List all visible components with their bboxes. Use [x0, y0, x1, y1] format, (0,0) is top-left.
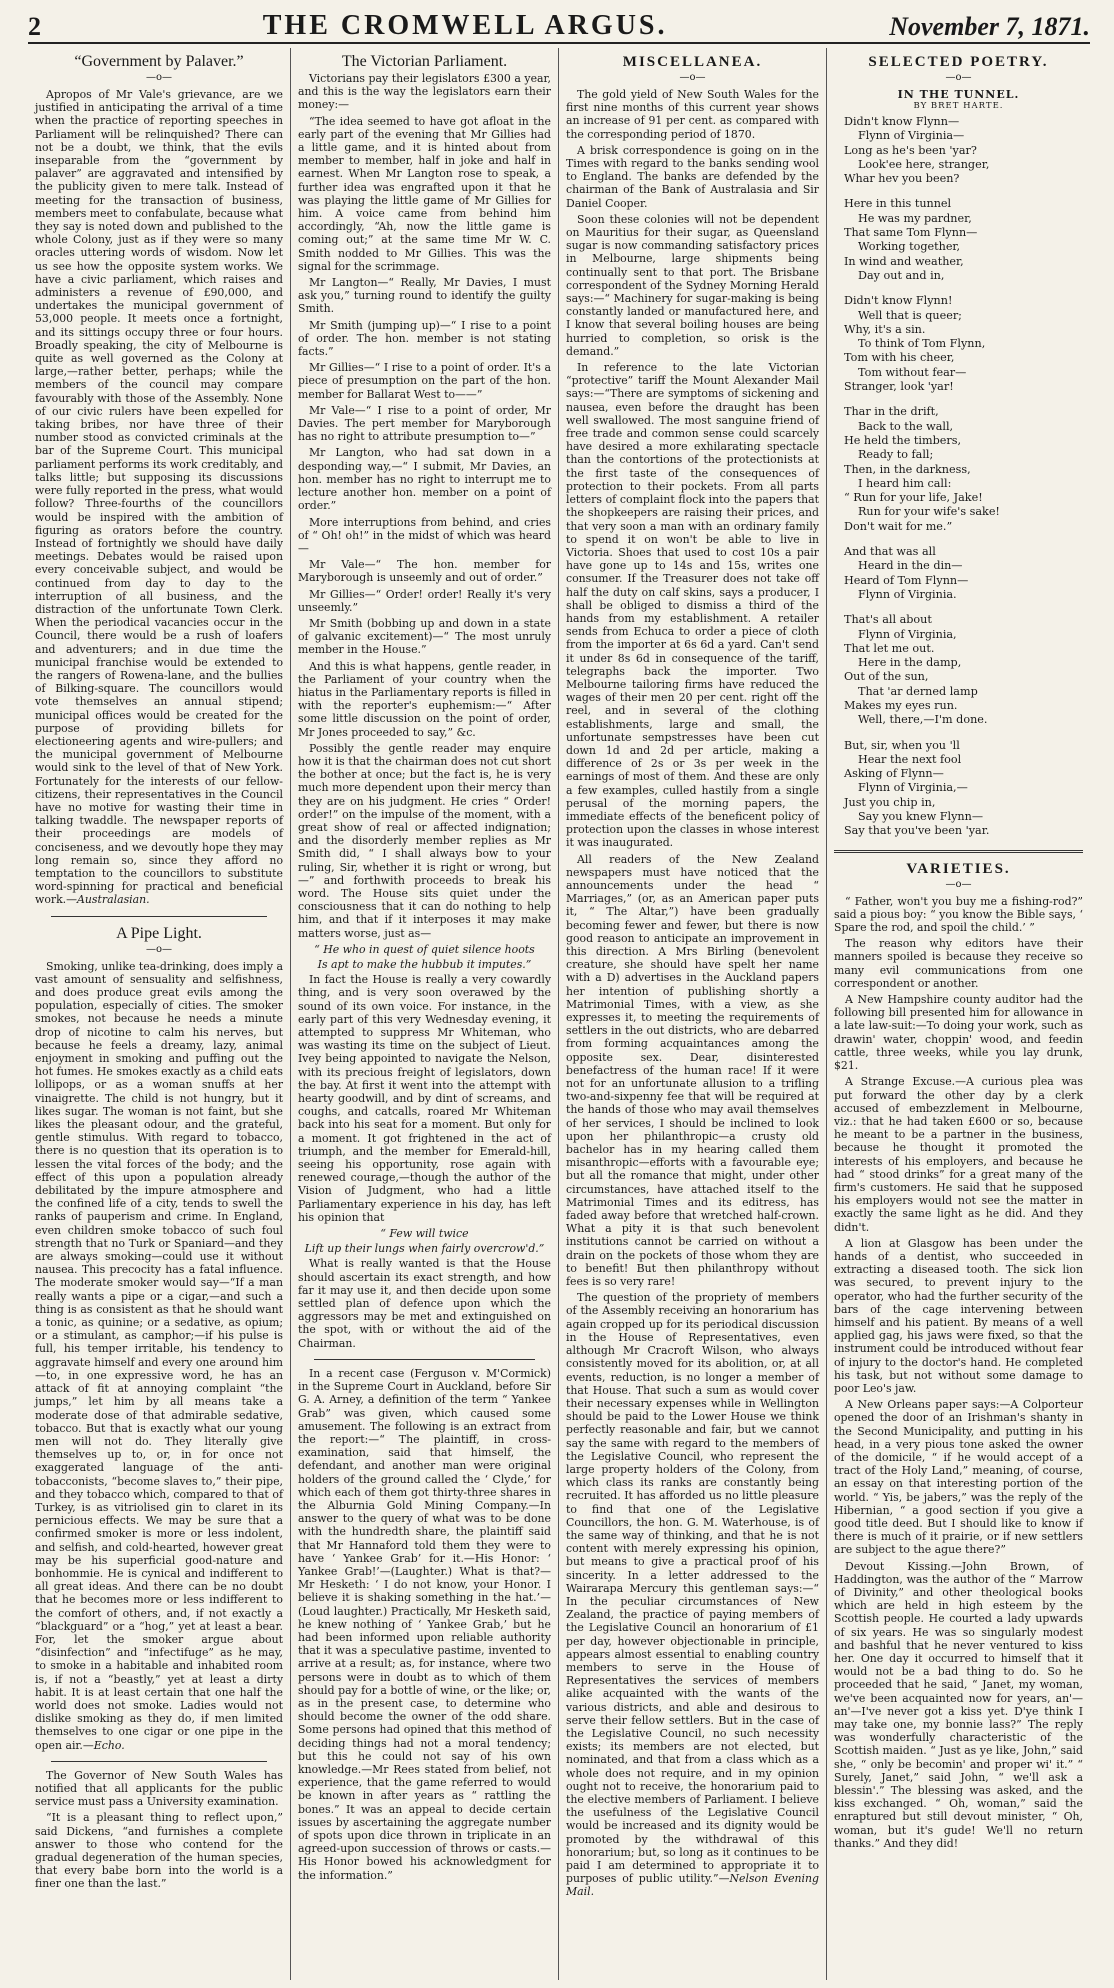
poem-line: Stranger, look 'yar!	[844, 380, 954, 394]
article-paragraph: Mr Gillies—“ I rise to a point of order. It's a piece of presumption on the part of the hon. member for Ballarat West to——”	[298, 361, 551, 401]
poem-line: Look'ee here, stranger,	[858, 157, 990, 171]
divider	[314, 1359, 535, 1360]
poem-line: Makes my eyes run.	[844, 698, 958, 712]
poem-stanza	[844, 405, 1083, 534]
poem-line: Why, it's a sin.	[844, 322, 926, 336]
poem-line: Long as he's been 'yar?	[844, 143, 977, 157]
article-paragraph: And this is what happens, gentle reader, in the Parliament of your country when the hiatus in the Parliamentary reports is filled in with the reporter's euphemism:—“ After some little discussion on the point of order, Mr Jones proceeded to say,” &c.	[298, 659, 551, 739]
poem-line: Thar in the drift,	[844, 405, 939, 419]
poem-line: Here in the damp,	[858, 656, 962, 670]
poem-line: That's all about	[844, 613, 932, 627]
poem-line: I heard him call:	[858, 476, 952, 490]
poem-line: To think of Tom Flynn,	[858, 337, 986, 351]
poem-line: Back to the wall,	[858, 419, 954, 433]
poem-line: Didn't know Flynn—	[844, 115, 960, 128]
article-title-government-by-palaver: “Government by Palaver.”	[74, 53, 244, 70]
poem-line: In wind and weather,	[844, 254, 964, 268]
poem-stanza	[844, 545, 1083, 602]
variety-item: A New Orleans paper says:—A Colporteur opened the door of an Irishman's shanty in the Second Municipality, and putting in his head, in a very pious tone asked the owner of the domicile, “ if he would accept of a tract of the Holy Land,” meaning, of course, an essay on that interesting portion of the world. “ Yis, be jabers,” was the reply of the Hibernian, “ a good section if you give a good title deed. But I should like to know if there is much of it prairie, or if new settlers are subject to the ague there?”	[834, 1398, 1083, 1557]
poem-line: Tom without fear—	[858, 365, 967, 379]
variety-item: A Strange Excuse.—A curious plea was put forward the other day by a clerk accused of embezzlement in Melbourne, viz.: that he had taken £600 or so, because he meant to be a partner in the business, because he thought it promoted the interests of his employers, and because he had “ stood drinks” for a great many of the firm's customers. He said that he supposed his employers would not see the matter in exactly the same light as he did. And they didn't.	[834, 1075, 1083, 1234]
poem-line: Say you knew Flynn—	[858, 810, 984, 824]
poem-line: He held the timbers,	[844, 433, 962, 447]
section-title-miscellanea: MISCELLANEA.	[622, 54, 763, 70]
variety-item: A New Hampshire county auditor had the following bill presented him for allowance in a late law-suit:—To doing your work, such as drawin' water, choppin' wood, and feedin cattle, three weeks, while you lay drunk, $21.	[834, 993, 1083, 1073]
article-paragraph: The Governor of New South Wales has notified that all applicants for the public service must pass a University examination.	[35, 1768, 283, 1809]
article-paragraph: Apropos of Mr Vale's grievance, are we justified in anticipating the arrival of a time when the practice of reporting speeches in Parliament will be relinquished? There can not be a doubt, we think, that the evils inseparable from the “government by palaver” are aggravated and intensified by the publicity given to mere talk. Instead of meeting for the transaction of business, members meet to confabulate, because what they say is noted down and published to the whole Colony, just as if they were so many oracles uttering words of wisdom. Now let us see how the opposite system works. We have a civic parliament, which raises and administers a revenue of £90,000, and undertakes the municipal government of 53,000 people. It meets once a fortnight, and its sittings occupy three or four hours. Broadly speaking, the city of Melbourne is quite as well governed as the Colony at large,—rather better, perhaps; while the members of the council may compare favourably with those of the Assembly. None of our civic rulers have been expelled for taking bribes, nor have three of their number stood as convicted criminals at the bar of the Supreme Court. This municipal parliament performs its work creditably, and talks little; but supposing its discussions were fully reported in the press, what would follow? Three-fourths of the councillors would be inspired with the ambition of figuring as orators before the country. Instead of fortnightly we should have daily meetings. Debates would be raised upon every conceivable subject, and would be continued from day to day to the interruption of all business, and the distraction of the unfortunate Town Clerk. When the periodical vacancies occur in the Council, there would be a rush of loafers and adventurers; and in due time the municipal franchise would be extended to the rangers of Rowena-lane, and the bullies of Bilking-square. The councillors would vote themselves an annual stipend; municipal offices would be created for the purpose of providing billets for electioneering agents and wire-pullers; and the municipal government of Melbourne would sink to the level of that of New York. Fortunately for the interests of our fellow-citizens, their representatives in the Council have no motive for wasting their time in talking twaddle. The newspaper reports of their proceedings are models of conciseness, and we devoutly hope they may long remain so, since they afford no temptation to the councillors to substitute word-spinning for practical and beneficial work.—Australasian.	[35, 88, 283, 907]
verse-quote: Is apt to make the hubbub it imputes.”	[317, 958, 532, 971]
poem-line: Day out and in,	[858, 268, 945, 282]
columns	[28, 48, 1090, 1980]
poem-line: That let me out.	[844, 641, 935, 655]
poem-line: Didn't know Flynn!	[844, 294, 953, 308]
poem-line: Asking of Flynn—	[844, 767, 944, 781]
poem-line: Out of the sun,	[844, 670, 929, 684]
divider	[51, 916, 267, 917]
article-paragraph: What is really wanted is that the House should ascertain its exact strength, and how far it may use it, and then decide upon some settled plan of defence upon which the aggressors may be met and extinguished on the spot, with or without the aid of the Chairman.	[298, 1257, 551, 1350]
article-paragraph: “The idea seemed to have got afloat in the early part of the evening that Mr Gillies had a little game, and it is hinted about from member to member, half in joke and half in earnest. When Mr Langton rose to speak, a further idea was engrafted upon it that he was playing the little game of Mr Gillies for him. A voice came from behind him accordingly, “Ah, now the little game is coming out;” at the same time Mr W. C. Smith nodded to Mr Gillies. This was the signal for the scrimmage.	[298, 114, 551, 273]
article-paragraph: Mr Smith (jumping up)—“ I rise to a point of order. The hon. member is not stating facts.”	[298, 318, 551, 359]
page-number: 2	[28, 12, 41, 41]
section-title-selected-poetry: SELECTED POETRY.	[868, 54, 1049, 70]
poem-line: He was my pardner,	[858, 211, 972, 225]
article-paragraph: Victorians pay their legislators £300 a year, and this is the way the legislators earn their money:—	[298, 72, 551, 112]
poem-line: That 'ar derned lamp	[858, 684, 978, 698]
poem-line: Flynn of Virginia—	[858, 129, 965, 143]
article-paragraph: Mr Vale—“ The hon. member for Maryborough is unseemly and out of order.”	[298, 558, 551, 585]
poem-line: Run for your wife's sake!	[858, 505, 1000, 519]
variety-item: The reason why editors have their manners spoiled is because they receive so many evil communications from one correspondent or another.	[834, 937, 1083, 990]
poem-body	[834, 115, 1083, 839]
article-paragraph: Smoking, unlike tea-drinking, does imply a vast amount of sensuality and selfishness, and does produce great evils among the population, especially of cities. The smoker smokes, not because he needs a minute drop of nicotine to calm his nerves, but because he feels a dreamy, lazy, animal enjoyment in smoking and puffing out the hot fumes. He smokes exactly as a child eats lollipops, or as a woman snuffs at her vinaigrette. The child is not hungry, but it likes sugar. The woman is not faint, but she likes the pleasant odour, and the grateful, gentle stimulus. With regard to tobacco, there is no question that its operation is to lessen the vital forces of the body; and the effect of this upon a population already debilitated by the impure atmosphere and the confined life of a city, tends to swell the ranks of pauperism and crime. In England, even children smoke tobacco of such foul strength that no Turk or Spaniard—and they are always smoking—could use it without nausea. This precocity has a fatal influence. The moderate smoker would say—“If a man really wants a pipe or a cigar,—and such a thing is as consistent as that he should want a tonic, as quinine; or a sedative, as opium; or a stimulant, as camphor;—if his pulse is full, his temper irritable, his tendency to aggravate himself and every one around him—to, in one expressive word, he has an attack of fit at annoying complaint “the jumps,” let him by all means take a moderate dose of that admirable sedative, tobacco. But that is exactly what our young men will not do. They literally give themselves up to, or, in for once not exaggerated language of the anti-tobacconists, “become slaves to,” their pipe, and they tobacco which, compared to that of Turkey, is as vitriolised gin to claret in its pernicious effects. We may be sure that a confirmed smoker is more or less indolent, and selfish, and cold-hearted, however great may be his superficial good-nature and bonhommie. He is cynical and indifferent to all great ideas. And there can be no doubt that he becomes more or less indifferent to the comfort of others, and, if not exactly a “blackguard” or a “hog,” yet at least a bear. For, let the smoker argue about “disinfection” and “infectifuge” as he may, to smoke in a habitable and inhabited room is, if not a “beastly,” yet at least a dirty habit. It is at least certain that one half the world does not smoke. Ladies would not dislike smoking as they do, if men limited themselves to one cigar or one pipe in the open air.—Echo.	[35, 959, 283, 1752]
article-paragraph: In reference to the late Victorian “protective” tariff the Mount Alexander Mail says:—“There are symptoms of sickening and nausea, even before the draught has been well swallowed. The most sanguine friend of free trade and common sense could scarcely have desired a more exhilarating spectacle than the contortions of the protectionists at the first taste of the consequences of protection to their pockets. From all parts letters of complaint flock into the papers that the shopkeepers are raising their prices, and that very soon a man with an ordinary family to spend it on won't be able to live in Victoria. Shoes that used to cost 10s a pair have gone up to 14s and 15s, writes one consumer. If the Treasurer does not take off half the duty on calf skins, says a producer, I shall be obliged to dismiss a third of the hands from my establishment. A retailer sends from Echuca to order a piece of cloth from the importer at 6s 6d a yard. Can't send it under 8s 6d in consequence of the tariff, telegraphs back the importer. Two Melbourne tailoring firms have reduced the wages of their men 20 per cent. right off the reel, and in several of the clothing establishments, large and small, the unfortunate sempstresses have been cut down 1d and 2d per article, making a difference of 2s or 3s per week in the earnings of most of them. And these are only a few examples, culled hastily from a single perusal of the morning papers, the immediate effects of the beneficent policy of protection upon the classes in whose interest it was inaugurated.	[566, 361, 819, 850]
ornament: —o—	[679, 72, 706, 83]
poem-line: Hear the next fool	[858, 752, 962, 766]
poem-line: Just you chip in,	[844, 795, 936, 809]
divider	[834, 850, 1083, 853]
poem-line: Well, there,—I'm done.	[858, 713, 988, 727]
poem-line: Flynn of Virginia.	[858, 587, 957, 601]
poem-line: Here in this tunnel	[844, 197, 952, 211]
poem-line: Say that you've been 'yar.	[844, 824, 990, 838]
poem-line: Flynn of Virginia,	[858, 627, 957, 641]
poem-line: Don't wait for me.”	[844, 519, 953, 533]
poem-line: Working together,	[858, 240, 961, 254]
verse-quote: “ Few will twice	[380, 1227, 469, 1241]
poem-stanza	[844, 115, 1083, 186]
verse-quote: “ He who in quest of quiet silence hoots	[314, 942, 535, 956]
poem-line: Flynn of Virginia,—	[858, 781, 968, 795]
poem-line: Well that is queer;	[858, 308, 962, 322]
article-paragraph: “It is a pleasant thing to reflect upon,” said Dickens, “and furnishes a complete answer to those who contend for the gradual degeneration of the human species, that every babe born into the world is a finer one than the last.”	[35, 1811, 283, 1891]
poem-author: BY BRET HARTE.	[913, 101, 1004, 111]
variety-item: A lion at Glasgow has been under the hands of a dentist, who succeeded in extracting a diseased tooth. The sick lion was secured, to prevent injury to the operator, who had the further security of the bars of the cage intervening between himself and his patient. By means of a well applied gag, his jaws were fixed, so that the instrument could be introduced without fear of injury to the doctor's hand. He completed his task, but not without some damage to poor Leo's jaw.	[834, 1236, 1083, 1395]
poem-stanza	[844, 613, 1083, 727]
article-title-victorian-parliament: The Victorian Parliament.	[341, 53, 508, 70]
verse-quote: Lift up their lungs when fairly overcrow'd.”	[304, 1242, 545, 1256]
column-3	[558, 48, 826, 1980]
article-paragraph: Mr Langton—“ Really, Mr Davies, I must ask you,” turning round to identify the guilty Smith.	[298, 276, 551, 316]
ornament: —o—	[145, 72, 173, 83]
ornament: —o—	[145, 943, 173, 955]
masthead	[28, 8, 1090, 44]
article-paragraph: In a recent case (Ferguson v. M'Cormick) in the Supreme Court in Auckland, before Sir G. A. Arney, a definition of the term “ Yankee Grab” was given, which caused some amusement. The following is an extract from the report:—“ The plaintiff, in cross-examination, said that himself, the defendant, and another man were original holders of the ground called the ‘ Clyde,’ for which each of them got thirty-three shares in the Alburnia Gold Mining Company.—In answer to the query of what was to be done with the hundredth share, the plaintiff said that Mr Hannaford told them they were to have ‘ Yankee Grab’ for it.—His Honor: ‘ Yankee Grab!’—(Laughter.) What is that?—Mr Hesketh: ‘ I do not know, your Honor. I believe it is shaking something in the hat.’—(Loud laughter.) Practically, Mr Hesketh said, he knew nothing of ‘ Yankee Grab,’ but he had been informed upon reliable authority that it was a speculative pastime, invented to arrive at a result; as, for instance, where two persons were in doubt as to which of them should pay for a bottle of wine, or the like; or, as in the present case, to determine who should become the owner of the odd share. Some persons had opined that this method of deciding things had not a moral tendency; but this he could not say of his own knowledge.—Mr Rees stated from belief, not experience, that the game referred to would be known in after years as “ rattling the bones.” It was an appeal to decide certain issues by ascertaining the aggregate number of spots upon dice thrown in triplicate in an agreed-upon succession of throws or casts.—His Honor bowed his acknowledgment for the information.”	[298, 1366, 551, 1882]
column-2	[290, 48, 558, 1980]
column-1	[28, 48, 290, 1980]
divider	[51, 1761, 267, 1762]
variety-item: “ Father, won't you buy me a fishing-rod?” said a pious boy: “ you know the Bible says, ‘ Spare the rod, and spoil the child.’ ”	[834, 894, 1083, 935]
article-paragraph: More interruptions from behind, and cries of “ Oh! oh!” in the midst of which was heard—	[298, 515, 551, 555]
article-paragraph: Possibly the gentle reader may enquire how it is that the chairman does not cut short the bother at once; but the fact is, he is very much more dependent upon their mercy than they are on his judgment. He cries “ Order! order!” on the impulse of the moment, with a great show of real or affected indignation; and the disorderly member replies as Mr Smith did, “ I shall always bow to your ruling, Sir, whether it is right or wrong, but—” and forthwith proceeds to break his word. The House sits quiet under the consciousness that it can do nothing to help him, and that if it interposes it may make matters worse, just as—	[298, 741, 551, 940]
article-paragraph: Soon these colonies will not be dependent on Mauritius for their sugar, as Queensland sugar is now commanding satisfactory prices in Melbourne, large shipments being continually sent to that port. The Brisbane correspondent of the Sydney Morning Herald says:—“ Machinery for sugar-making is being constantly landed or manufactured here, and I know that several boiling houses are being hurried to completion, so orisk is the demand.”	[566, 212, 819, 358]
poem-line: “ Run for your life, Jake!	[844, 491, 983, 505]
poem-title: IN THE TUNNEL.	[897, 88, 1020, 101]
poem-line: Heard in the din—	[858, 559, 963, 573]
poem-line: And that was all	[844, 545, 936, 559]
article-signature: Australasian.	[77, 893, 150, 907]
article-paragraph: The gold yield of New South Wales for the first nine months of this current year shows an increase of 91 per cent. as compared with the corresponding period of 1870.	[566, 88, 819, 141]
article-paragraph: The question of the propriety of members of the Assembly receiving an honorarium has again cropped up for its periodical discussion in the House of Representatives, even although Mr Cracroft Wilson, who always consistently moved for its abolition, or, at all events, reduction, is no longer a member of that House. That such a sum as would cover their necessary expenses while in Wellington should be paid to the Lower House we think perfectly reasonable and fair, but we cannot say the same with regard to the members of the Legislative Council, who represent the large property holders of the Colony, from which class its ranks are constantly being recruited. It has afforded us no little pleasure to find that one of the Legislative Councillors, the hon. G. M. Waterhouse, is of the same way of thinking, and that he is not content with merely expressing his opinion, but means to give a practical proof of his sincerity. In a letter addressed to the Wairarapa Mercury this gentleman says:—“ In the peculiar circumstances of New Zealand, the practice of paying members of the Legislative Council an honorarium of £1 per day, however objectionable in principle, appears almost essential to enabling country members to serve in the House of Representatives the services of members alike acquainted with the wants of the various districts, and able and desirous to serve their fellow settlers. But in the case of the Legislative Council, no such necessity exists; its members are not elected, but nominated, and that from a class which as a whole does not require, and in my opinion ought not to receive, the honorarium paid to the elective members of Parliament. I believe the usefulness of the Legislative Council would be increased and its dignity would be promoted by the withdrawal of this honorarium; but, so long as it continues to be paid I am determined to appropriate it to purposes of public utility.”—Nelson Evening Mail.	[566, 1291, 820, 1899]
article-paragraph: In fact the House is really a very cowardly thing, and is very soon overawed by the sound of its own voice. For instance, in the early part of this very Wednesday evening, it attempted to suppress Mr Whiteman, who was wasting its time on the subject of Lieut. Ivey being appointed to navigate the Nelson, with its precious freight of legislators, down the bay. At first it went into the attempt with hearty goodwill, and by dint of screams, and coughs, and catcalls, roared Mr Whiteman back into his seat for a moment. But only for a moment. It got frightened in the act of triumph, and the member for Emerald-hill, seeing his opportunity, rose again with renewed courage,—though the author of the Vision of Judgment, who had a little Parliamentary experience in his day, has left his opinion that	[298, 973, 551, 1224]
article-paragraph: All readers of the New Zealand newspapers must have noticed that the announcements under the head “ Marriages,” (or, as an American paper puts it, “ The Altar,”) have been gradually becoming fewer and fewer, but there is now good reason to anticipate an improvement in this direction. A Mrs Birling (benevolent creature, she should have spelt her name with a D) advertises in the Auckland papers her intention of publishing shortly a Matrimonial Times, with a view, as she expresses it, to meeting the requirements of settlers in the out districts, who are debarred from forming acquaintances among the opposite sex. Dear, disinterested benefactress of the human race! If it were not for an unfortunate allusion to a trifling two-and-sixpenny fee that will be required at the hands of those who may avail themselves of her services, I should be inclined to look upon her philanthropic—a crusty old bachelor has in my hearing called them misanthropic—efforts with a favourable eye; but all the romance that might, under other circumstances, have attached itself to the Matrimonial Times and its editress, has faded away before that wretched half-crown. What a pity it is that such benevolent institutions cannot be carried on without a drain on the pockets of those whom they are to benefit! But then philanthropy without fees is so very rare!	[566, 852, 819, 1289]
ornament: —o—	[945, 878, 972, 890]
ornament: —o—	[945, 72, 972, 83]
poem-stanza	[844, 739, 1083, 839]
poem-line: Whar hev you been?	[844, 172, 960, 186]
article-paragraph: Mr Vale—“ I rise to a point of order, Mr Davies. The pert member for Maryborough has no right to attribute presumption to—”	[298, 403, 551, 444]
article-paragraph: Mr Smith (bobbing up and down in a state of galvanic excitement)—“ The most unruly member in the House.”	[298, 616, 551, 657]
variety-item: Devout Kissing.—John Brown, of Haddington, was the author of the “ Marrow of Divinity,” and other theological books which are held in high esteem by the Scottish people. He courted a lady upwards of six years. He was so singularly modest and bashful that he never ventured to kiss her. One day it occurred to himself that it would not be a bad thing to do. So he proceeded that he said, “ Janet, my woman, we've been acquainted now for years, an'—an'—I've never got a kiss yet. D'ye think I may take one, my bonnie lass?” The reply was wonderfully characteristic of the Scottish maiden. “ Just as ye like, John,” said she, “ only be becomin' and proper wi' it.” “ Surely, Janet,” said John, “ we'll ask a blessin'.” The blessing was asked, and the kiss exchanged. “ Oh, woman,” said the enraptured but still devout minister, “ Oh, woman, but it's gude! We'll no return thanks.” And they did!	[834, 1559, 1083, 1850]
article-title-pipe-light: A Pipe Light.	[116, 924, 202, 942]
article-paragraph: Mr Gillies—“ Order! order! Really it's very unseemly.”	[298, 587, 551, 614]
poem-line: Heard of Tom Flynn—	[844, 573, 969, 587]
article-signature: Nelson Evening Mail.	[566, 1872, 820, 1899]
poem-stanza	[844, 197, 1083, 283]
poem-line: That same Tom Flynn—	[844, 226, 978, 240]
newspaper-title: THE CROMWELL ARGUS.	[262, 10, 668, 41]
poem-stanza	[844, 294, 1083, 394]
poem-line: Then, in the darkness,	[844, 462, 971, 476]
article-signature: Echo.	[93, 1738, 125, 1752]
poem-line: But, sir, when you 'll	[844, 738, 960, 752]
poem-line: Ready to fall;	[858, 448, 934, 462]
column-4	[826, 48, 1090, 1980]
issue-date: November 7, 1871.	[889, 12, 1090, 41]
section-title-varieties: VARIETIES.	[906, 860, 1011, 877]
article-paragraph: A brisk correspondence is going on in the Times with regard to the banks sending wool to England. The banks are defended by the chairman of the Bank of Australasia and Sir Daniel Cooper.	[566, 143, 819, 210]
article-paragraph: Mr Langton, who had sat down in a desponding way,—“ I submit, Mr Davies, an hon. member has no right to interrupt me to lecture another hon. member on a point of order.”	[298, 446, 551, 513]
poem-line: Tom with his cheer,	[844, 351, 955, 365]
